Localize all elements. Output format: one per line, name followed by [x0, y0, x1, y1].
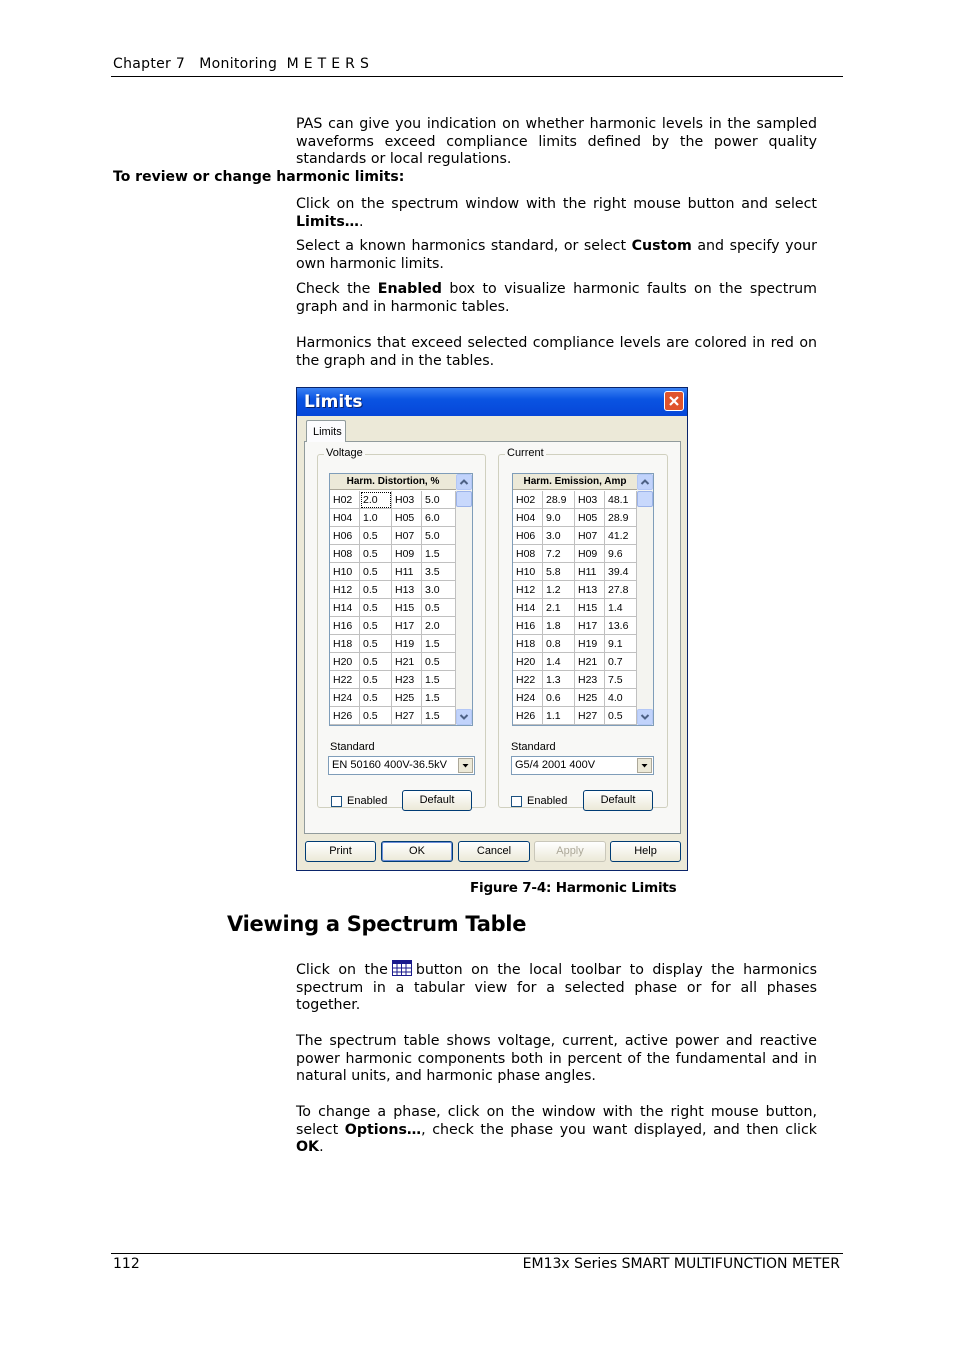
current-grid-scrollbar[interactable]: [637, 474, 653, 725]
harmonic-order-cell: H19: [575, 635, 605, 653]
harmonic-order-cell: H15: [392, 599, 422, 617]
footer-rule: [111, 1253, 843, 1254]
harmonic-limit-cell[interactable]: 28.9: [605, 509, 637, 527]
harmonic-limit-cell[interactable]: 0.5: [360, 563, 392, 581]
step-4: Harmonics that exceed selected compliance levels are colored in red on the graph and in the tables.: [296, 335, 817, 369]
harmonic-limit-cell[interactable]: 5.0: [422, 527, 456, 545]
harmonic-limit-cell[interactable]: 13.6: [605, 617, 637, 635]
harmonic-limit-cell[interactable]: 0.5: [360, 689, 392, 707]
harmonic-order-cell: H12: [330, 581, 360, 599]
limits-dialog: [296, 387, 688, 871]
harmonic-order-cell: H17: [392, 617, 422, 635]
harmonic-order-cell: H20: [330, 653, 360, 671]
harmonic-order-cell: H14: [330, 599, 360, 617]
footer-product: EM13x Series SMART MULTIFUNCTION METER: [522, 1256, 840, 1272]
current-enabled-checkbox[interactable]: [511, 796, 522, 807]
current-enabled-label: Enabled: [527, 795, 568, 807]
harmonic-order-cell: H09: [575, 545, 605, 563]
harmonic-limit-cell[interactable]: 5.0: [422, 491, 456, 509]
harmonic-limit-cell[interactable]: 7.5: [605, 671, 637, 689]
harmonic-limit-cell[interactable]: 0.5: [360, 653, 392, 671]
harmonic-order-cell: H10: [513, 563, 543, 581]
harmonic-limit-cell[interactable]: 1.5: [422, 635, 456, 653]
harmonic-order-cell: H07: [575, 527, 605, 545]
current-standard-label: Standard: [511, 741, 556, 753]
harmonic-order-cell: H17: [575, 617, 605, 635]
harmonic-limit-cell[interactable]: 3.0: [543, 527, 575, 545]
harmonic-limit-cell[interactable]: 0.5: [360, 671, 392, 689]
harmonic-order-cell: H23: [575, 671, 605, 689]
scroll-up-icon[interactable]: [456, 474, 472, 490]
ok-button[interactable]: OK: [381, 841, 453, 862]
harmonic-order-cell: H16: [513, 617, 543, 635]
harmonic-order-cell: H08: [513, 545, 543, 563]
dialog-title: Limits: [304, 392, 363, 412]
current-standard-value: G5/4 2001 400V: [515, 759, 596, 771]
tab-panel: [304, 441, 681, 834]
scroll-down-icon[interactable]: [637, 709, 653, 725]
harmonic-order-cell: H21: [575, 653, 605, 671]
harmonic-order-cell: H23: [392, 671, 422, 689]
table-icon: [392, 960, 412, 976]
harmonic-limit-cell[interactable]: 4.0: [605, 689, 637, 707]
harmonic-order-cell: H05: [392, 509, 422, 527]
harmonic-order-cell: H07: [392, 527, 422, 545]
harmonic-limit-cell[interactable]: 0.6: [543, 689, 575, 707]
harmonic-limit-cell[interactable]: 0.5: [360, 617, 392, 635]
scroll-down-icon[interactable]: [456, 709, 472, 725]
current-group: [498, 447, 668, 808]
print-button[interactable]: Print: [305, 841, 376, 862]
harmonic-limit-cell[interactable]: 0.5: [360, 707, 392, 725]
scroll-up-icon[interactable]: [637, 474, 653, 490]
harmonic-order-cell: H14: [513, 599, 543, 617]
dialog-titlebar: [297, 388, 687, 416]
voltage-standard-label: Standard: [330, 741, 375, 753]
current-group-label: Current: [507, 447, 544, 459]
harmonic-limit-cell[interactable]: 0.5: [360, 581, 392, 599]
harmonic-limit-cell[interactable]: 0.5: [422, 599, 456, 617]
harmonic-limit-cell[interactable]: 1.8: [543, 617, 575, 635]
harmonic-order-cell: H22: [513, 671, 543, 689]
harmonic-limit-cell[interactable]: 6.0: [422, 509, 456, 527]
step-1: Click on the spectrum window with the right mouse button and select Limits….: [296, 196, 817, 230]
voltage-standard-value: EN 50160 400V-36.5kV: [332, 759, 447, 771]
harmonic-limit-cell[interactable]: 2.0: [360, 491, 392, 509]
tab-limits[interactable]: [306, 420, 346, 442]
harmonic-order-cell: H24: [513, 689, 543, 707]
harmonic-order-cell: H13: [575, 581, 605, 599]
voltage-enabled-label: Enabled: [347, 795, 388, 807]
harmonic-limit-cell[interactable]: 39.4: [605, 563, 637, 581]
harmonic-order-cell: H27: [392, 707, 422, 725]
harmonic-limit-cell[interactable]: 9.6: [605, 545, 637, 563]
review-heading: To review or change harmonic limits:: [113, 169, 405, 185]
harmonic-limit-cell[interactable]: 0.5: [360, 527, 392, 545]
harmonic-limit-cell[interactable]: 1.5: [422, 707, 456, 725]
section-paragraph-2: The spectrum table shows voltage, current, active power and reactive power harmonic components both in percent of the fundamental and in natural units, and harmonic phase angles.: [296, 1033, 817, 1085]
harmonic-limit-cell[interactable]: 27.8: [605, 581, 637, 599]
harmonic-limit-cell[interactable]: 41.2: [605, 527, 637, 545]
harmonic-order-cell: H06: [330, 527, 360, 545]
apply-button[interactable]: Apply: [534, 841, 606, 862]
harmonic-order-cell: H11: [575, 563, 605, 581]
harmonic-order-cell: H02: [330, 491, 360, 509]
harmonic-order-cell: H04: [330, 509, 360, 527]
harmonic-limit-cell[interactable]: 1.5: [422, 545, 456, 563]
scroll-thumb[interactable]: [637, 491, 653, 507]
harmonic-limit-cell[interactable]: 0.8: [543, 635, 575, 653]
header-rule: [111, 76, 843, 77]
harmonic-order-cell: H26: [330, 707, 360, 725]
step-2: Select a known harmonics standard, or select Custom and specify your own harmonic limits.: [296, 238, 817, 272]
harmonic-order-cell: H11: [392, 563, 422, 581]
harmonic-order-cell: H12: [513, 581, 543, 599]
harmonic-limit-cell[interactable]: 48.1: [605, 491, 637, 509]
chevron-down-icon[interactable]: [458, 758, 473, 773]
tab-limits-label: Limits: [313, 426, 342, 438]
current-grid-header: Harm. Emission, Amp: [513, 474, 653, 490]
harmonic-limit-cell[interactable]: 2.1: [543, 599, 575, 617]
step-3: Check the Enabled box to visualize harmonic faults on the spectrum graph and in harmonic tables.: [296, 281, 817, 315]
harmonic-limit-cell[interactable]: 1.1: [543, 707, 575, 725]
harmonic-limit-cell[interactable]: 9.0: [543, 509, 575, 527]
voltage-group: [317, 447, 486, 808]
harmonic-order-cell: H03: [392, 491, 422, 509]
section-title: Viewing a Spectrum Table: [227, 912, 527, 936]
current-limits-grid[interactable]: [512, 473, 654, 726]
harmonic-order-cell: H25: [392, 689, 422, 707]
voltage-standard-select[interactable]: [328, 756, 475, 775]
voltage-limits-grid[interactable]: [329, 473, 473, 726]
harmonic-order-cell: H04: [513, 509, 543, 527]
harmonic-limit-cell[interactable]: 1.3: [543, 671, 575, 689]
close-icon[interactable]: [664, 391, 684, 411]
harmonic-limit-cell[interactable]: 3.0: [422, 581, 456, 599]
voltage-enabled-checkbox[interactable]: [331, 796, 342, 807]
harmonic-order-cell: H26: [513, 707, 543, 725]
harmonic-limit-cell[interactable]: 28.9: [543, 491, 575, 509]
harmonic-order-cell: H06: [513, 527, 543, 545]
harmonic-order-cell: H02: [513, 491, 543, 509]
harmonic-order-cell: H27: [575, 707, 605, 725]
harmonic-limit-cell[interactable]: 0.5: [360, 635, 392, 653]
harmonic-order-cell: H20: [513, 653, 543, 671]
harmonic-order-cell: H21: [392, 653, 422, 671]
harmonic-limit-cell[interactable]: 1.4: [605, 599, 637, 617]
current-standard-select[interactable]: [511, 756, 654, 775]
section-paragraph-3: To change a phase, click on the window with the right mouse button, select Options…, check the phase you want displayed, and then click OK.: [296, 1104, 817, 1156]
voltage-grid-scrollbar[interactable]: [456, 474, 472, 725]
harmonic-order-cell: H05: [575, 509, 605, 527]
harmonic-limit-cell[interactable]: 7.2: [543, 545, 575, 563]
harmonic-limit-cell[interactable]: 0.5: [360, 545, 392, 563]
harmonic-limit-cell[interactable]: 1.5: [422, 689, 456, 707]
harmonic-limit-cell[interactable]: 0.5: [360, 599, 392, 617]
harmonic-order-cell: H19: [392, 635, 422, 653]
current-default-button[interactable]: Default: [583, 790, 653, 811]
page-number: 112: [113, 1256, 140, 1272]
voltage-group-label: Voltage: [326, 447, 363, 459]
harmonic-limit-cell[interactable]: 1.4: [543, 653, 575, 671]
cancel-button[interactable]: Cancel: [458, 841, 530, 862]
harmonic-limit-cell[interactable]: 1.5: [422, 671, 456, 689]
chevron-down-icon[interactable]: [637, 758, 652, 773]
harmonic-order-cell: H03: [575, 491, 605, 509]
harmonic-order-cell: H13: [392, 581, 422, 599]
harmonic-limit-cell[interactable]: 0.5: [422, 653, 456, 671]
harmonic-limit-cell[interactable]: 2.0: [422, 617, 456, 635]
harmonic-limit-cell[interactable]: 5.8: [543, 563, 575, 581]
harmonic-order-cell: H18: [513, 635, 543, 653]
harmonic-order-cell: H09: [392, 545, 422, 563]
harmonic-order-cell: H15: [575, 599, 605, 617]
harmonic-limit-cell[interactable]: 0.5: [605, 707, 637, 725]
harmonic-order-cell: H08: [330, 545, 360, 563]
section-paragraph-1: Click on the button on the local toolbar to display the harmonics spectrum in a tabular view for a selected phase or for all phases together.: [296, 962, 817, 1014]
harmonic-order-cell: H25: [575, 689, 605, 707]
harmonic-order-cell: H10: [330, 563, 360, 581]
voltage-default-button[interactable]: Default: [402, 790, 472, 811]
chapter-header: Chapter 7 Monitoring M E T E R S: [113, 56, 370, 72]
voltage-grid-header: Harm. Distortion, %: [330, 474, 472, 490]
help-button[interactable]: Help: [610, 841, 681, 862]
figure-caption: Figure 7-4: Harmonic Limits: [470, 880, 677, 896]
harmonic-limit-cell[interactable]: 1.0: [360, 509, 392, 527]
scroll-thumb[interactable]: [456, 491, 472, 507]
harmonic-order-cell: H22: [330, 671, 360, 689]
harmonic-order-cell: H16: [330, 617, 360, 635]
harmonic-limit-cell[interactable]: 0.7: [605, 653, 637, 671]
harmonic-limit-cell[interactable]: 9.1: [605, 635, 637, 653]
harmonic-order-cell: H18: [330, 635, 360, 653]
harmonic-limit-cell[interactable]: 3.5: [422, 563, 456, 581]
harmonic-order-cell: H24: [330, 689, 360, 707]
harmonic-limit-cell[interactable]: 1.2: [543, 581, 575, 599]
intro-paragraph: PAS can give you indication on whether harmonic levels in the sampled waveforms exceed compliance limits defined by the power quality standards or local regulations.: [296, 116, 817, 168]
